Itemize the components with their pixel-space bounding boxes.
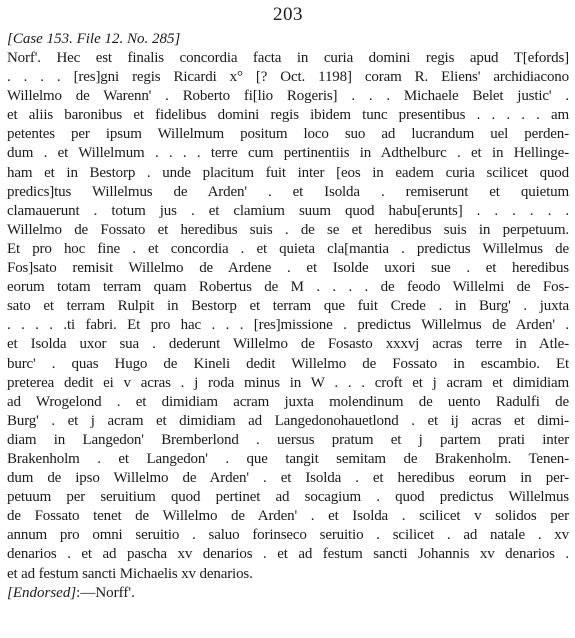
text-line: Et pro hoc fine . et concordia . et quieta cla[mantia . predictus Willelmus de: [7, 240, 569, 257]
endorsed-label: [Endorsed]: [7, 584, 77, 601]
text-line: de Fossato tenet de Willelmo de Arden' . et Isolda . scilicet v solidos per: [7, 508, 569, 525]
text-line: et ad festum sancti Michaelis xv denarios.: [7, 565, 253, 582]
text-line: . . . . .ti fabri. Et pro hac . . . [res]missione . predictus Willelmus de Arden' .: [7, 317, 569, 334]
text-line: Burg' . et j acram et dimidiam ad Langedonohauetlond . et ij acras et dimi-: [7, 412, 569, 429]
text-line: petuum per seruitium quod pertinet ad socagium . quod predictus Willelmus: [7, 489, 569, 506]
endorsement: [7, 584, 569, 603]
text-line: dum . et Willelmum . . . . terre cum pertinentiis in Adthelburc . et in Hellinge-: [7, 145, 569, 162]
text-line: predics]tus Willelmus de Arden' . et Isolda . remiserunt et quietum: [7, 183, 569, 200]
text-line: Willelmo de Warenn' . Roberto fi[lio Rogeris] . . . Michaele Belet justic' .: [7, 88, 569, 105]
text-line: Fos]sato remisit Willelmo de Ardene . et Isolde uxori sue . et heredibus: [7, 260, 569, 277]
text-line: clamauerunt . totum jus . et clamium suum quod habu[erunts] . . . . . .: [7, 202, 569, 219]
text-line: preterea dedit ei v acras . j roda minus in W . . . croft et j acram et dimidiam: [7, 374, 569, 391]
text-line: Norf'. Hec est finalis concordia facta in curia domini regis apud T[efords]: [7, 50, 569, 66]
endorsed-text: :—Norff'.: [76, 584, 135, 601]
text-line: burc' . quas Hugo de Kineli dedit Willelmo de Fossato in escambio. Et: [7, 355, 569, 372]
text-line: annum pro omni seruitio . saluo forinseco seruitio . scilicet . ad natale . xv: [7, 527, 569, 544]
text-line: diam in Langedon' Bremberlond . uersus pratum et j partem prati inter: [7, 431, 569, 448]
text-line: Willelmo de Fossato et heredibus suis . de se et heredibus suis in perpetuum.: [7, 221, 569, 238]
text-line: et aliis baronibus et fidelibus domini regis ibidem tunc presentibus . . . . . am: [7, 107, 569, 124]
text-line: . . . . [res]gni regis Ricardi x° [? Oct. 1198] coram R. Eliens' archidiacono: [7, 69, 569, 86]
text-line: ham et in Bestorp . unde placitum fuit inter [eos in eadem curia scilicet quod: [7, 164, 569, 181]
text-line: petentes per ipsum Willelmum positum loco suo ad lucrandum uel perden-: [7, 126, 569, 143]
text-line: sato et terram Rulpit in Bestorp et terram que fuit Crede . in Burg' . juxta: [7, 298, 569, 315]
page-number: 203: [273, 4, 303, 25]
text-line: eorum totam terram quam Robertus de M . . . . de feodo Willelmi de Fos-: [7, 279, 569, 296]
text-line: ad Wrogelond . et dimidiam acram juxta molendinum de uento Radulfi de: [7, 393, 569, 410]
text-line: Brakenholm . et Langedon' . que tangit semitam de Brakenholm. Tenen-: [7, 450, 569, 467]
text-line: dum de ipso Willelmo de Arden' . et Isolda . et heredibus eorum in per-: [7, 470, 569, 487]
text-line: et Isolda uxor sua . dederunt Willelmo de Fosasto xxxvj acras terre in Atle-: [7, 336, 569, 353]
text-line: denarios . et ad pascha xv denarios . et ad festum sancti Johannis xv denarios .: [7, 546, 569, 563]
case-reference: [Case 153. File 12. No. 285]: [7, 31, 181, 47]
document-body: [7, 49, 569, 584]
